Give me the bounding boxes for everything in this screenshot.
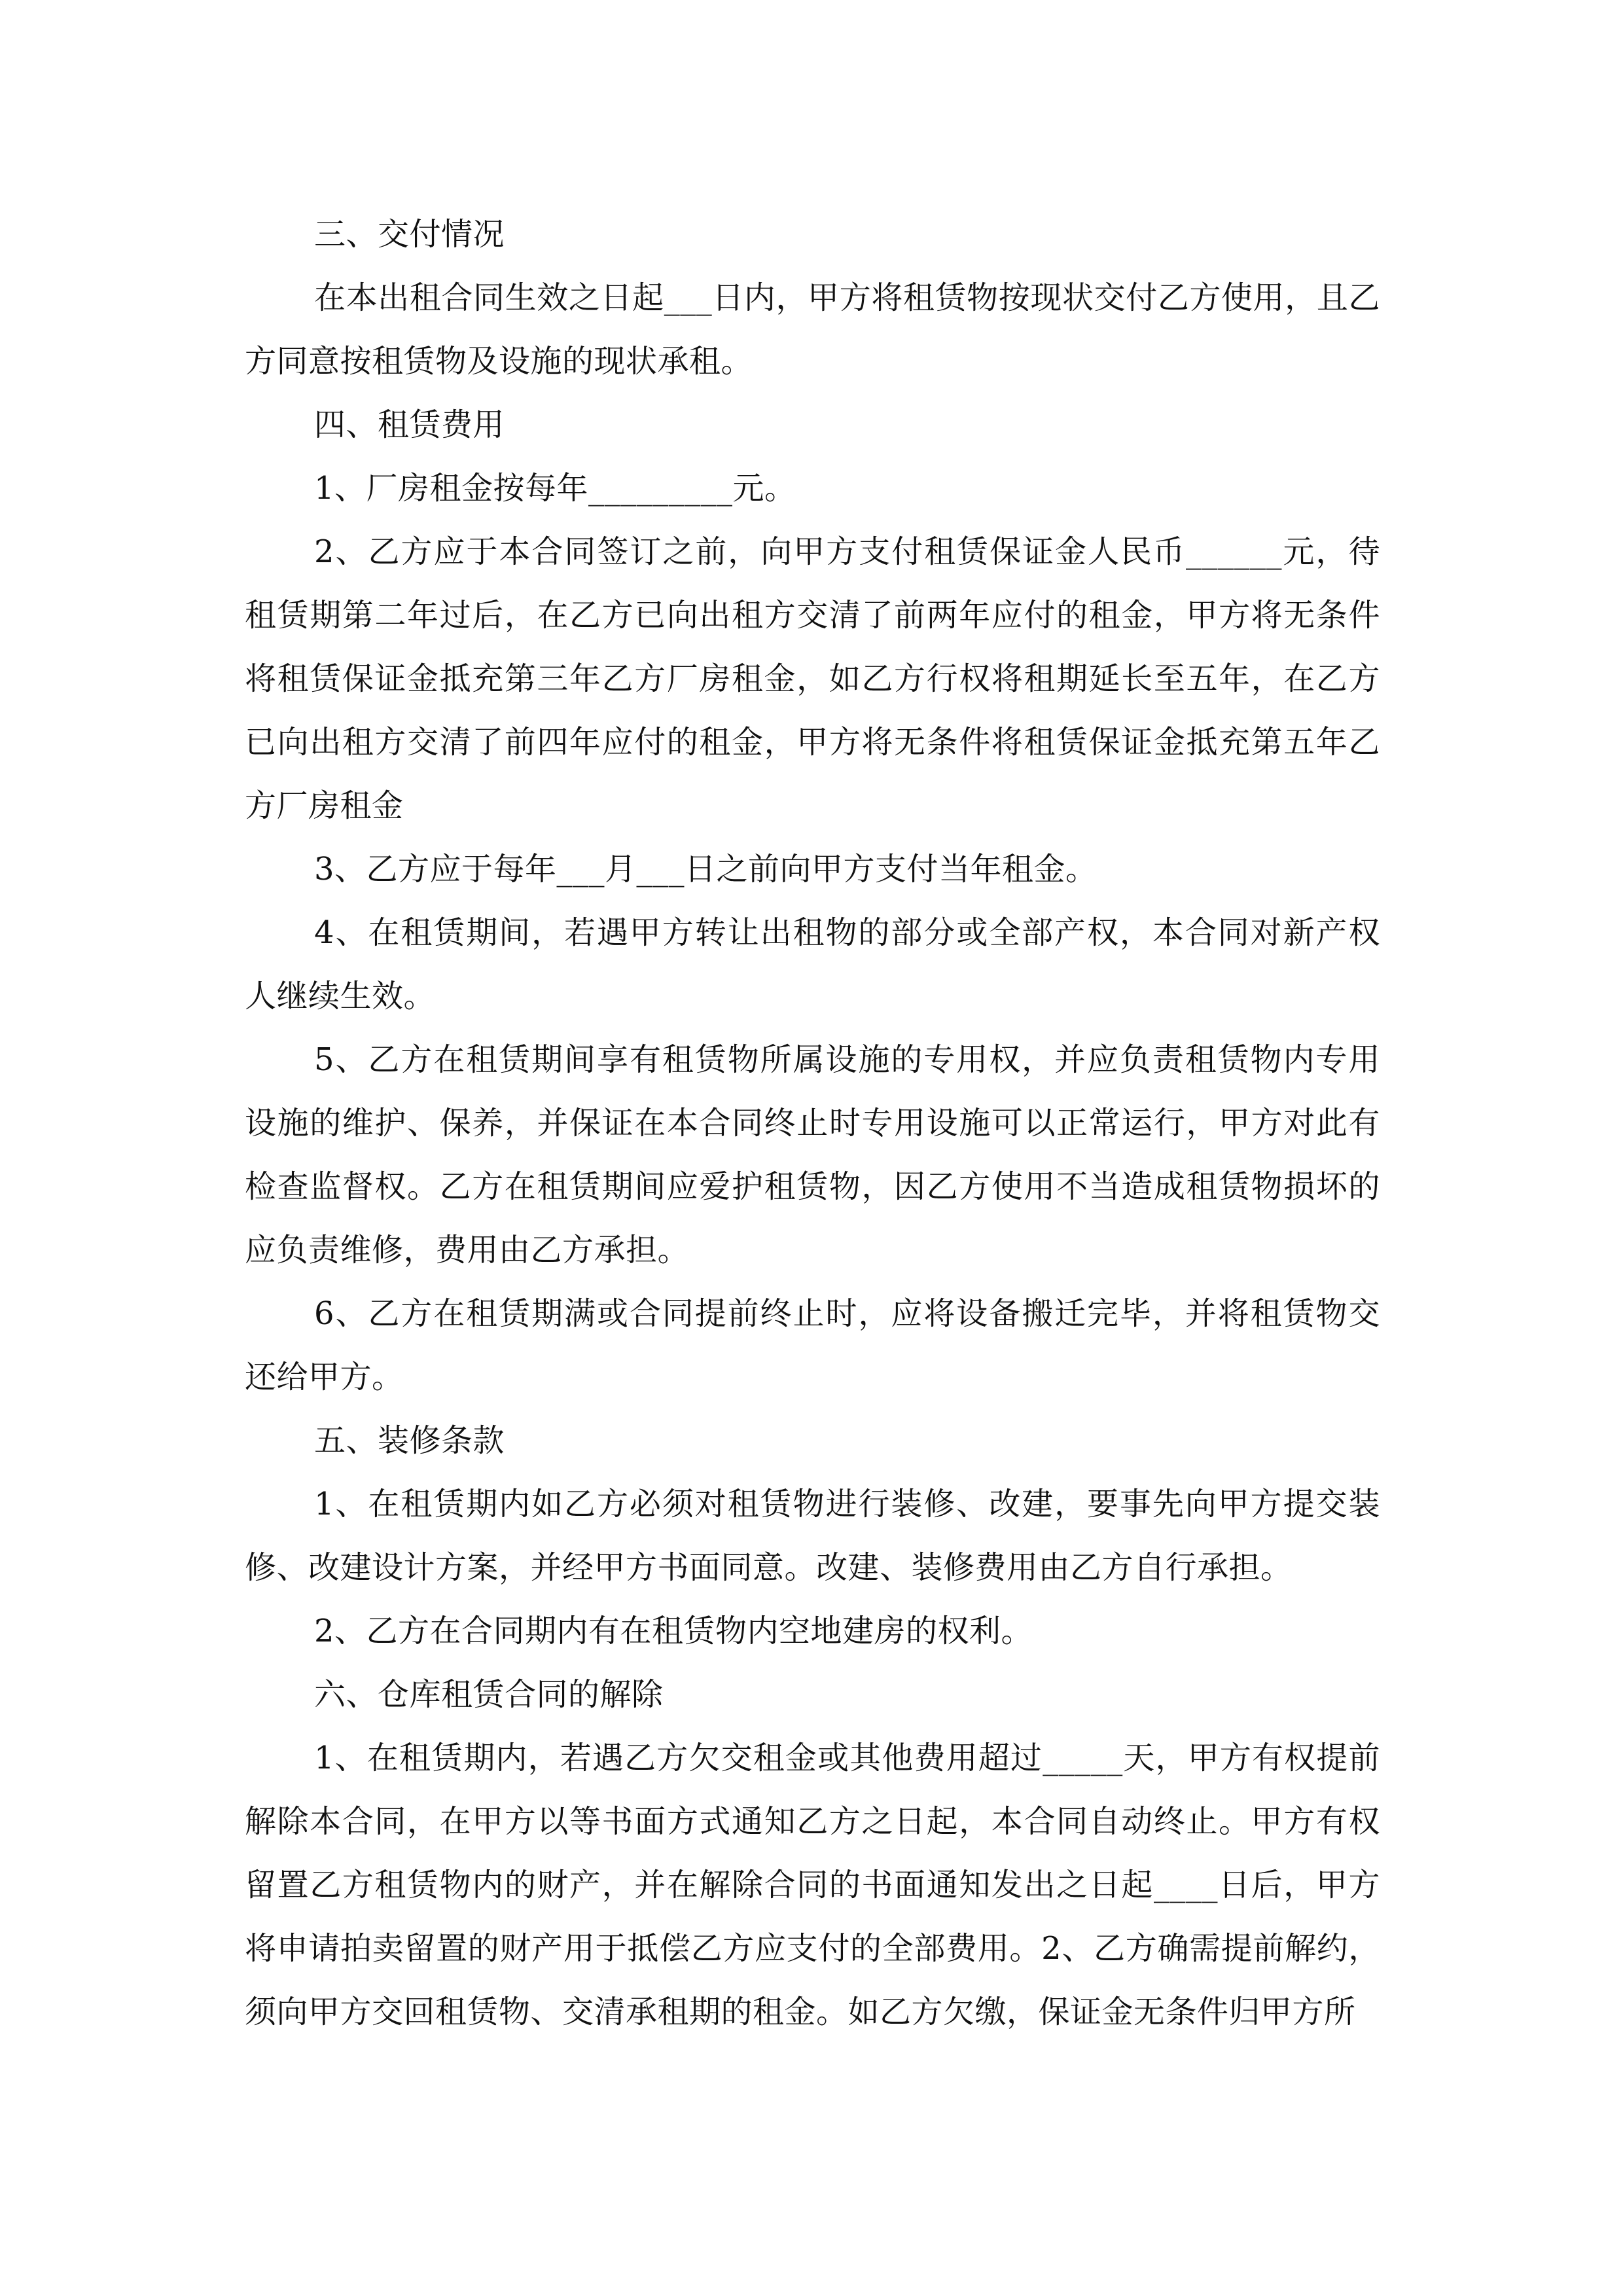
- paragraph-renovation-1: 1、在租赁期内如乙方必须对租赁物进行装修、改建，要事先向甲方提交装修、改建设计方案，并经甲方书面同意。改建、装修费用由乙方自行承担。: [245, 1486, 1380, 1586]
- section-heading-rental-fees: 四、租赁费用: [314, 406, 505, 443]
- paragraph-fee-3: 3、乙方应于每年___月___日之前向甲方支付当年租金。: [314, 851, 1097, 888]
- section-heading-delivery: 三、交付情况: [314, 216, 505, 253]
- paragraph-termination-1: 1、在租赁期内，若遇乙方欠交租金或其他费用超过_____天，甲方有权提前解除本合同，在甲方以等书面方式通知乙方之日起，本合同自动终止。甲方有权留置乙方租赁物内的财产，并在解除合同的书面通知发出之日起____日后，甲方将申请拍卖留置的财产用于抵偿乙方应支付的全部费用。2、乙方确需提前解约，须向甲方交回租赁物、交清承租期的租金。如乙方欠缴，保证金无条件归甲方所: [245, 1740, 1380, 2030]
- section-heading-renovation: 五、装修条款: [314, 1422, 505, 1459]
- paragraph-fee-2: 2、乙方应于本合同签订之前，向甲方支付租赁保证金人民币______元，待租赁期第二年过后，在乙方已向出租方交清了前两年应付的租金，甲方将无条件将租赁保证金抵充第三年乙方厂房租金，如乙方行权将租期延长至五年，在乙方已向出租方交清了前四年应付的租金，甲方将无条件将租赁保证金抵充第五年乙方厂房租金: [245, 533, 1380, 824]
- paragraph-fee-4: 4、在租赁期间，若遇甲方转让出租物的部分或全部产权，本合同对新产权人继续生效。: [245, 914, 1380, 1014]
- paragraph-renovation-2: 2、乙方在合同期内有在租赁物内空地建房的权利。: [314, 1613, 1033, 1649]
- paragraph-fee-1: 1、厂房租金按每年_________元。: [314, 470, 796, 507]
- paragraph-fee-6: 6、乙方在租赁期满或合同提前终止时，应将设备搬迁完毕，并将租赁物交还给甲方。: [245, 1295, 1380, 1395]
- section-heading-termination: 六、仓库租赁合同的解除: [314, 1676, 664, 1713]
- document-body: [245, 203, 1380, 2044]
- paragraph-fee-5: 5、乙方在租赁期间享有租赁物所属设施的专用权，并应负责租赁物内专用设施的维护、保养，并保证在本合同终止时专用设施可以正常运行，甲方对此有检查监督权。乙方在租赁期间应爱护租赁物，因乙方使用不当造成租赁物损坏的应负责维修，费用由乙方承担。: [245, 1041, 1380, 1268]
- paragraph-delivery-terms: 在本出租合同生效之日起___日内，甲方将租赁物按现状交付乙方使用，且乙方同意按租赁物及设施的现状承租。: [245, 279, 1380, 380]
